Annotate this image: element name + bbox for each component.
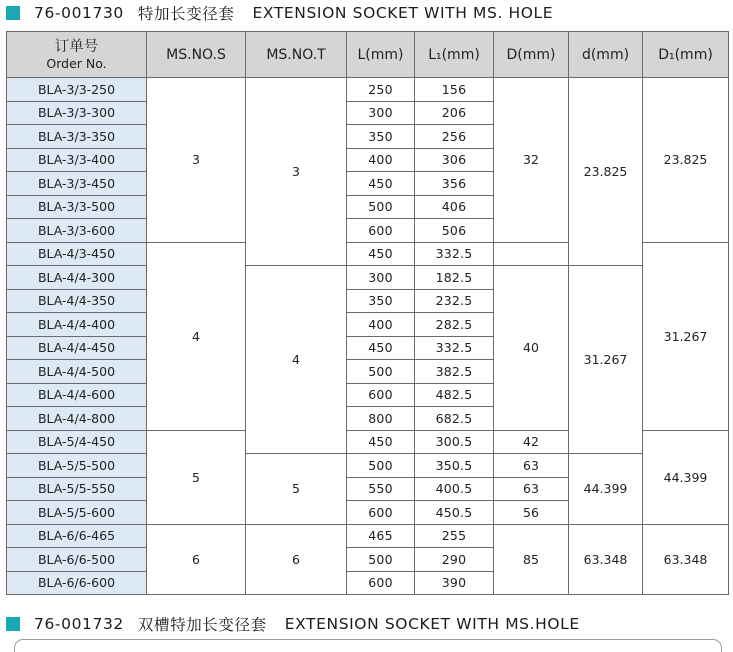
length-L1: 282.5: [415, 313, 494, 337]
length-L: 300: [347, 101, 415, 125]
ms-no-t: 3: [246, 78, 347, 266]
diameter-D1: 44.399: [643, 430, 729, 524]
order-no: BLA-3/3-500: [7, 195, 147, 219]
order-no: BLA-4/4-450: [7, 336, 147, 360]
diameter-D: 63: [494, 454, 569, 478]
diameter-d: 44.399: [569, 454, 643, 525]
diameter-D1: 63.348: [643, 524, 729, 595]
ms-no-s: 3: [147, 78, 246, 243]
order-no: BLA-3/3-450: [7, 172, 147, 196]
header-order-zh: 订单号: [54, 38, 99, 55]
diameter-D1: 31.267: [643, 242, 729, 430]
table-row: [7, 524, 729, 548]
length-L1: 682.5: [415, 407, 494, 431]
length-L: 800: [347, 407, 415, 431]
length-L: 350: [347, 125, 415, 149]
section-heading-76-001732: [6, 612, 580, 636]
length-L1: 256: [415, 125, 494, 149]
header-order-no: [7, 32, 147, 78]
spec-table: [6, 31, 729, 595]
length-L: 500: [347, 454, 415, 478]
length-L: 550: [347, 477, 415, 501]
length-L1: 255: [415, 524, 494, 548]
section-heading-76-001730: [6, 1, 553, 25]
order-no: BLA-5/5-500: [7, 454, 147, 478]
length-L: 600: [347, 571, 415, 595]
length-L: 500: [347, 360, 415, 384]
header-L: L(mm): [347, 32, 415, 78]
order-no: BLA-5/4-450: [7, 430, 147, 454]
diameter-d: 63.348: [569, 524, 643, 595]
length-L1: 300.5: [415, 430, 494, 454]
length-L: 500: [347, 195, 415, 219]
length-L1: 406: [415, 195, 494, 219]
order-no: BLA-5/5-550: [7, 477, 147, 501]
length-L1: 290: [415, 548, 494, 572]
length-L1: 332.5: [415, 242, 494, 266]
section-code: 76-001732: [34, 615, 124, 633]
length-L1: 382.5: [415, 360, 494, 384]
length-L1: 400.5: [415, 477, 494, 501]
order-no: BLA-4/4-600: [7, 383, 147, 407]
length-L1: 232.5: [415, 289, 494, 313]
diameter-D: 40: [494, 266, 569, 431]
order-no: BLA-4/4-300: [7, 266, 147, 290]
diameter-D: 56: [494, 501, 569, 525]
order-no: BLA-4/4-350: [7, 289, 147, 313]
header-d: d(mm): [569, 32, 643, 78]
length-L1: 450.5: [415, 501, 494, 525]
diameter-D: 63: [494, 477, 569, 501]
section-title-zh: 双槽特加长变径套: [137, 616, 267, 634]
order-no: BLA-4/4-800: [7, 407, 147, 431]
diameter-D-empty: [494, 242, 569, 266]
length-L: 450: [347, 242, 415, 266]
diameter-D: 32: [494, 78, 569, 243]
order-no: BLA-6/6-500: [7, 548, 147, 572]
length-L1: 390: [415, 571, 494, 595]
length-L1: 206: [415, 101, 494, 125]
length-L1: 356: [415, 172, 494, 196]
length-L: 450: [347, 430, 415, 454]
length-L: 400: [347, 313, 415, 337]
table-row: [7, 454, 729, 478]
length-L: 300: [347, 266, 415, 290]
diameter-d: 31.267: [569, 266, 643, 454]
order-no: BLA-3/3-600: [7, 219, 147, 243]
length-L1: 506: [415, 219, 494, 243]
length-L: 600: [347, 383, 415, 407]
ms-no-t: 6: [246, 524, 347, 595]
section-title-zh: 特加长变径套: [137, 5, 235, 23]
header-D: D(mm): [494, 32, 569, 78]
section-code: 76-001730: [34, 4, 124, 22]
header-ms-no-t: MS.NO.T: [246, 32, 347, 78]
ms-no-t: 4: [246, 266, 347, 454]
length-L1: 350.5: [415, 454, 494, 478]
header-D1: D₁(mm): [643, 32, 729, 78]
section-title-en: EXTENSION SOCKET WITH MS. HOLE: [252, 4, 554, 22]
table-header-row: [7, 32, 729, 78]
ms-no-s: 4: [147, 242, 246, 430]
table-row: [7, 266, 729, 290]
order-no: BLA-3/3-250: [7, 78, 147, 102]
section-marker-icon: [6, 617, 20, 631]
table-row: [7, 78, 729, 102]
diameter-D: 85: [494, 524, 569, 595]
section-title-en: EXTENSION SOCKET WITH MS.HOLE: [284, 615, 580, 633]
length-L1: 156: [415, 78, 494, 102]
ms-no-s: 6: [147, 524, 246, 595]
ms-no-t: 5: [246, 454, 347, 525]
length-L: 250: [347, 78, 415, 102]
header-order-en: Order No.: [46, 55, 107, 71]
diameter-d: 23.825: [569, 78, 643, 266]
length-L1: 332.5: [415, 336, 494, 360]
length-L1: 182.5: [415, 266, 494, 290]
order-no: BLA-3/3-400: [7, 148, 147, 172]
order-no: BLA-3/3-350: [7, 125, 147, 149]
length-L: 500: [347, 548, 415, 572]
order-no: BLA-4/4-400: [7, 313, 147, 337]
order-no: BLA-6/6-600: [7, 571, 147, 595]
order-no: BLA-3/3-300: [7, 101, 147, 125]
length-L: 350: [347, 289, 415, 313]
diameter-D1: 23.825: [643, 78, 729, 243]
length-L: 450: [347, 336, 415, 360]
order-no: BLA-4/3-450: [7, 242, 147, 266]
length-L: 400: [347, 148, 415, 172]
length-L: 600: [347, 501, 415, 525]
header-L1: L₁(mm): [415, 32, 494, 78]
header-ms-no-s: MS.NO.S: [147, 32, 246, 78]
ms-no-s: 5: [147, 430, 246, 524]
next-table-frame-edge: [14, 639, 722, 652]
order-no: BLA-6/6-465: [7, 524, 147, 548]
order-no: BLA-5/5-600: [7, 501, 147, 525]
diameter-D: 42: [494, 430, 569, 454]
length-L: 600: [347, 219, 415, 243]
length-L1: 306: [415, 148, 494, 172]
length-L: 465: [347, 524, 415, 548]
length-L1: 482.5: [415, 383, 494, 407]
section-marker-icon: [6, 6, 20, 20]
order-no: BLA-4/4-500: [7, 360, 147, 384]
length-L: 450: [347, 172, 415, 196]
